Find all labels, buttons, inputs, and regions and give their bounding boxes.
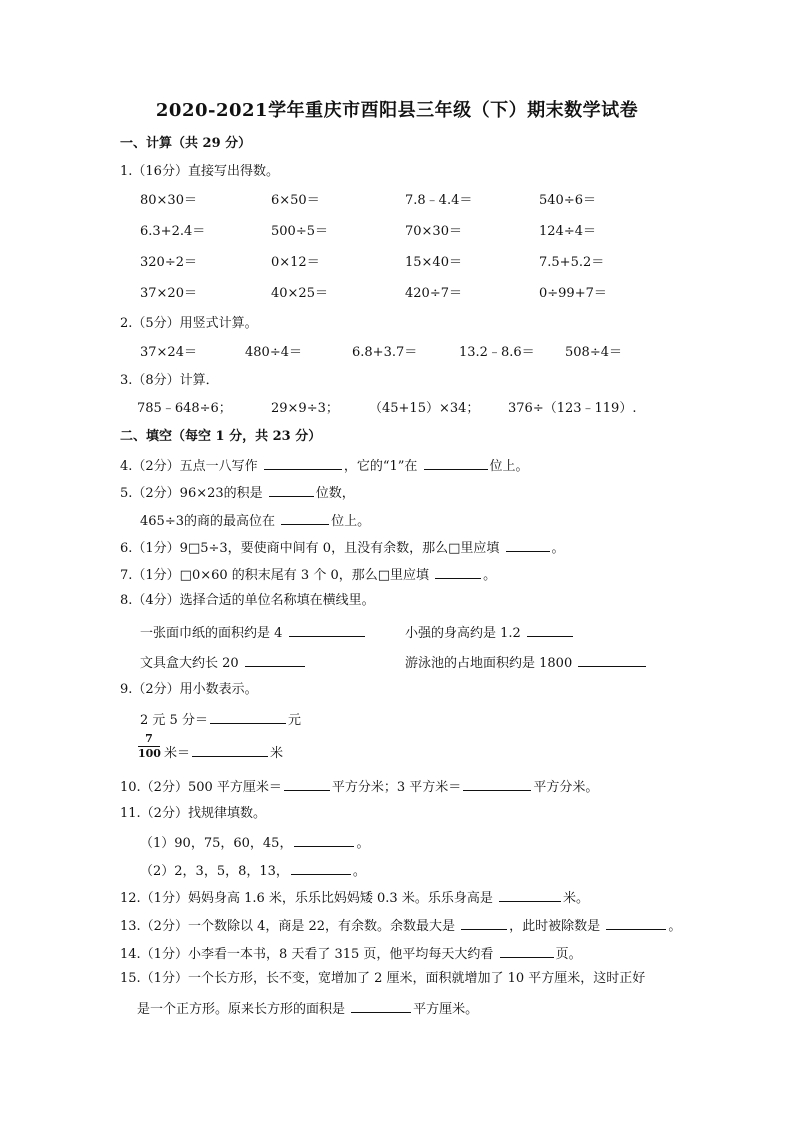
answer-blank[interactable] [606, 915, 666, 930]
question-2-heading: 2.（5分）用竖式计算。 [120, 316, 258, 331]
unit-item [405, 622, 575, 643]
question-text: ，它的“1”在 [343, 459, 418, 474]
question-text: 元 [287, 713, 301, 728]
answer-blank[interactable] [578, 652, 646, 667]
question-text: 。 [551, 541, 565, 556]
answer-blank[interactable] [294, 832, 354, 847]
answer-blank[interactable] [506, 537, 550, 552]
question-text: 米 [270, 746, 284, 761]
calc-item: 540÷6＝ [539, 193, 596, 208]
answer-blank[interactable] [435, 564, 481, 579]
question-9-heading: 9.（2分）用小数表示。 [120, 682, 258, 697]
question-text: 14.（1分）小李看一本书，8 天看了 315 页，他平均每天大约看 [120, 947, 494, 962]
calc-item: 15×40＝ [405, 255, 462, 270]
answer-blank[interactable] [499, 887, 561, 902]
compute-item: （45+15）×34； [369, 401, 480, 416]
answer-blank[interactable] [269, 482, 314, 497]
unit-item [405, 652, 648, 673]
calc-item: 500÷5＝ [271, 224, 328, 239]
answer-blank[interactable] [264, 455, 342, 470]
vertical-calc-item: 480÷4＝ [245, 345, 302, 360]
question-6 [120, 537, 565, 558]
unit-item [140, 652, 307, 673]
fraction-denominator: 100 [138, 747, 161, 760]
calc-item: 40×25＝ [271, 286, 328, 301]
answer-blank[interactable] [192, 742, 268, 757]
question-text: 小强的身高约是 1.2 [405, 626, 521, 641]
question-14 [120, 943, 582, 964]
question-9-line-1 [140, 709, 301, 730]
compute-item: 376÷（123﹣119）. [508, 401, 637, 416]
calc-item: 7.5+5.2＝ [539, 255, 605, 270]
question-text: 位数， [315, 486, 355, 501]
sequence-item [140, 832, 369, 853]
question-text: 13.（2分）一个数除以 4，商是 22，有余数。余数最大是 [120, 919, 456, 934]
vertical-calc-item: 508÷4＝ [565, 345, 622, 360]
sequence-item [140, 860, 366, 881]
answer-blank[interactable] [245, 652, 305, 667]
answer-blank[interactable] [424, 455, 488, 470]
question-text: 平方厘米。 [413, 1002, 479, 1017]
question-5 [120, 482, 355, 503]
compute-item: 29×9÷3； [271, 401, 339, 416]
answer-blank[interactable] [284, 776, 330, 791]
calc-item: 70×30＝ [405, 224, 462, 239]
question-text: 页。 [555, 947, 582, 962]
question-text: 游泳池的占地面积约是 1800 [405, 656, 573, 671]
question-text: ，此时被除数是 [509, 919, 601, 934]
fraction [138, 733, 160, 760]
question-text: 。 [668, 919, 682, 934]
question-text: 是一个正方形。原来长方形的面积是 [137, 1002, 346, 1017]
answer-blank[interactable] [463, 776, 531, 791]
calc-item: 320÷2＝ [140, 255, 197, 270]
question-15: 15.（1分）一个长方形，长不变，宽增加了 2 厘米，面积就增加了 10 平方厘米，这时正好 [120, 971, 646, 986]
question-text: （2）2，3，5，8，13， [140, 864, 289, 879]
vertical-calc-item: 37×24＝ [140, 345, 197, 360]
calc-item: 6.3+2.4＝ [140, 224, 206, 239]
question-5-part-2 [140, 510, 370, 531]
question-13 [120, 915, 681, 936]
question-text: 米。 [562, 891, 589, 906]
page-title: 2020-2021学年重庆市酉阳县三年级（下）期末数学试卷 [155, 100, 639, 121]
question-4 [120, 455, 529, 476]
calc-item: 420÷7＝ [405, 286, 462, 301]
question-text: 5.（2分）96×23的积是 [120, 486, 263, 501]
question-8-heading: 8.（4分）选择合适的单位名称填在横线里。 [120, 593, 375, 608]
question-text: 米＝ [164, 746, 191, 761]
answer-blank[interactable] [289, 622, 365, 637]
section-heading-fill: 二、填空（每空 1 分，共 23 分） [120, 429, 322, 444]
calc-item: 124÷4＝ [539, 224, 596, 239]
question-text: 位上。 [331, 514, 371, 529]
question-10 [120, 776, 598, 797]
calc-item: 0×12＝ [271, 255, 320, 270]
question-text: 一张面巾纸的面积约是 4 [140, 626, 283, 641]
question-11-heading: 11.（2分）找规律填数。 [120, 806, 266, 821]
calc-item: 80×30＝ [140, 193, 197, 208]
question-text: 。 [356, 836, 370, 851]
answer-blank[interactable] [500, 943, 554, 958]
question-text: 。 [352, 864, 366, 879]
calc-item: 7.8﹣4.4＝ [405, 193, 473, 208]
question-text: 465÷3的商的最高位在 [140, 514, 275, 529]
question-15-line-2 [137, 998, 478, 1019]
calc-item: 37×20＝ [140, 286, 197, 301]
vertical-calc-item: 6.8+3.7＝ [352, 345, 418, 360]
question-text: 10.（2分）500 平方厘米＝ [120, 780, 282, 795]
answer-blank[interactable] [461, 915, 507, 930]
question-9-line-2 [164, 742, 283, 763]
vertical-calc-item: 13.2﹣8.6＝ [459, 345, 535, 360]
compute-item: 785﹣648÷6； [137, 401, 232, 416]
unit-item [140, 622, 367, 643]
answer-blank[interactable] [351, 998, 411, 1013]
question-text: 6.（1分）9□5÷3，要使商中间有 0，且没有余数，那么□里应填 [120, 541, 500, 556]
question-text: 4.（2分）五点一八写作 [120, 459, 258, 474]
question-7 [120, 564, 496, 585]
question-text: 平方分米。 [533, 780, 599, 795]
question-text: 平方分米；3 平方米＝ [331, 780, 462, 795]
question-text: 位上。 [489, 459, 529, 474]
answer-blank[interactable] [281, 510, 329, 525]
question-text: 文具盒大约长 20 [140, 656, 239, 671]
question-3-heading: 3.（8分）计算． [120, 373, 219, 388]
answer-blank[interactable] [210, 709, 286, 724]
question-text: 2 元 5 分＝ [140, 713, 208, 728]
question-text: 。 [483, 568, 497, 583]
question-1-heading: 1.（16分）直接写出得数。 [120, 164, 279, 179]
question-12 [120, 887, 589, 908]
answer-blank[interactable] [291, 860, 351, 875]
question-text: 12.（1分）妈妈身高 1.6 米，乐乐比妈妈矮 0.3 米。乐乐身高是 [120, 891, 493, 906]
fraction-numerator: 7 [138, 733, 160, 747]
section-heading-calc: 一、计算（共 29 分） [120, 136, 252, 151]
answer-blank[interactable] [527, 622, 573, 637]
calc-item: 6×50＝ [271, 193, 320, 208]
question-text: 7.（1分）□0×60 的积末尾有 3 个 0，那么□里应填 [120, 568, 430, 583]
calc-item: 0÷99+7＝ [539, 286, 607, 301]
question-text: （1）90，75，60，45， [140, 836, 293, 851]
